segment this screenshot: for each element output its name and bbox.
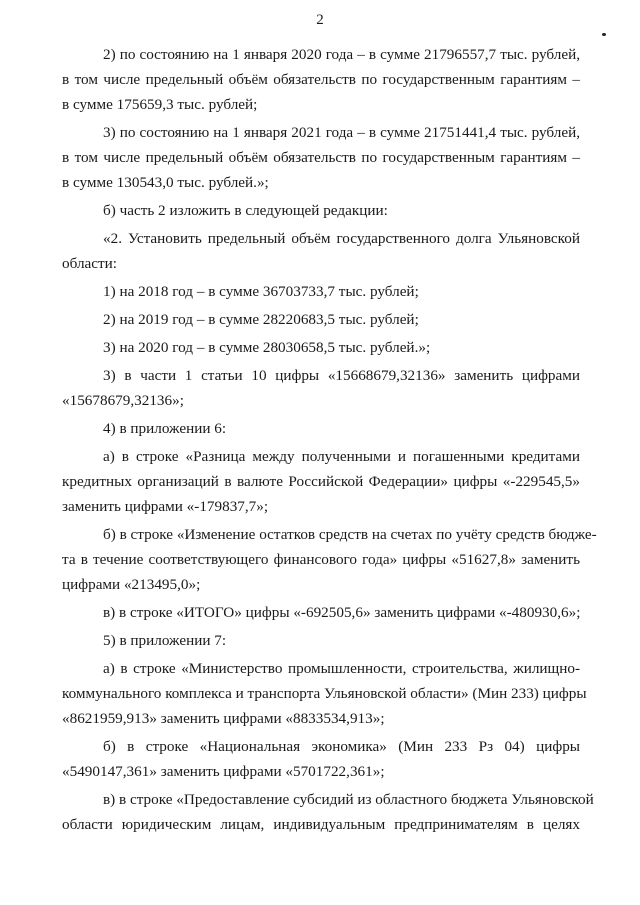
text-line: 3) в части 1 статьи 10 цифры «15668679,32136» заменить цифрами	[103, 367, 580, 384]
text-line: 3) по состоянию на 1 января 2021 года – в сумме 21751441,4 тыс. рублей,	[103, 124, 580, 141]
text-line: в) в строке «Предоставление субсидий из областного бюджета Ульяновской	[103, 791, 594, 808]
document-body	[62, 42, 597, 837]
text-line: 1) на 2018 год – в сумме 36703733,7 тыс. рублей;	[103, 283, 419, 300]
paragraph	[62, 198, 580, 223]
text-line: области:	[62, 255, 117, 272]
paragraph	[62, 363, 580, 413]
paragraph	[62, 335, 580, 360]
text-line: «15678679,32136»;	[62, 392, 184, 409]
text-line: заменить цифрами «-179837,7»;	[62, 498, 269, 515]
paragraph	[62, 120, 580, 195]
text-line: а) в строке «Разница между полученными и погашенными кредитами	[103, 448, 580, 465]
text-line: 2) на 2019 год – в сумме 28220683,5 тыс. рублей;	[103, 311, 419, 328]
paragraph	[62, 226, 580, 276]
paragraph	[62, 600, 580, 625]
paragraph	[62, 307, 580, 332]
paragraph	[62, 522, 597, 597]
paragraph	[62, 42, 580, 117]
paragraph	[62, 787, 594, 837]
text-line: коммунального комплекса и транспорта Ульяновской области» (Мин 233) цифры	[62, 685, 587, 702]
text-line: та в течение соответствующего финансового года» цифры «51627,8» заменить	[62, 551, 580, 568]
text-line: а) в строке «Министерство промышленности, строительства, жилищно-	[103, 660, 580, 677]
paragraph	[62, 628, 580, 653]
paragraph	[62, 734, 580, 784]
page-number: 2	[316, 12, 324, 28]
text-line: кредитных организаций в валюте Российской Федерации» цифры «-229545,5»	[62, 473, 580, 490]
text-line: в сумме 130543,0 тыс. рублей.»;	[62, 174, 269, 191]
paragraph	[62, 279, 580, 304]
paragraph	[62, 656, 587, 731]
text-line: «5490147,361» заменить цифрами «5701722,361»;	[62, 763, 385, 780]
text-line: б) часть 2 изложить в следующей редакции:	[103, 202, 388, 219]
text-line: 2) по состоянию на 1 января 2020 года – в сумме 21796557,7 тыс. рублей,	[103, 46, 580, 63]
text-line: б) в строке «Изменение остатков средств на счетах по учёту средств бюдже-	[103, 526, 597, 543]
text-line: «8621959,913» заменить цифрами «8833534,913»;	[62, 710, 385, 727]
text-line: 5) в приложении 7:	[103, 632, 227, 649]
text-line: в том числе предельный объём обязательств по государственным гарантиям –	[62, 149, 580, 166]
text-line: 4) в приложении 6:	[103, 420, 227, 437]
text-line: 3) на 2020 год – в сумме 28030658,5 тыс. рублей.»;	[103, 339, 431, 356]
paragraph	[62, 444, 580, 519]
text-line: области юридическим лицам, индивидуальным предпринимателям в целях	[62, 816, 580, 833]
text-line: б) в строке «Национальная экономика» (Мин 233 Рз 04) цифры	[103, 738, 580, 755]
text-line: «2. Установить предельный объём государственного долга Ульяновской	[103, 230, 580, 247]
scan-mark	[602, 33, 606, 36]
text-line: в) в строке «ИТОГО» цифры «-692505,6» заменить цифрами «-480930,6»;	[103, 604, 581, 621]
text-line: в сумме 175659,3 тыс. рублей;	[62, 96, 258, 113]
paragraph	[62, 416, 580, 441]
text-line: в том числе предельный объём обязательств по государственным гарантиям –	[62, 71, 580, 88]
text-line: цифрами «213495,0»;	[62, 576, 201, 593]
